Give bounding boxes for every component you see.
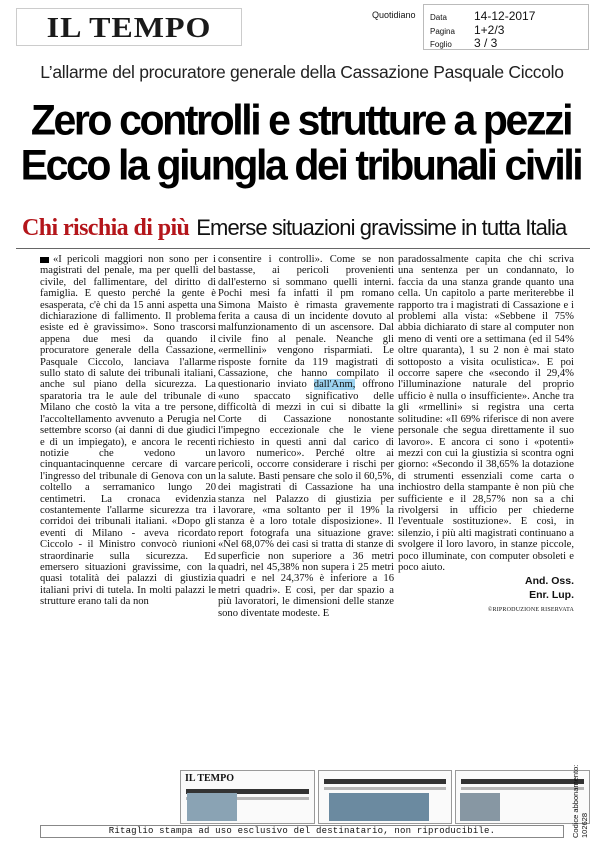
thumbnail-photo — [329, 793, 429, 821]
separator — [16, 248, 590, 249]
thumbnail-line — [461, 787, 584, 790]
sheet-value: 3 / 3 — [474, 36, 498, 50]
subheadline-red: Chi rischia di più — [22, 215, 190, 241]
thumbnail-photo — [460, 793, 500, 821]
thumbnail-photo — [187, 793, 237, 821]
article-kicker: L’allarme del procuratore generale della Cassazione Pasquale Ciccolo — [40, 62, 564, 82]
date-row — [430, 9, 585, 23]
thumbnail-page-1 — [180, 770, 315, 824]
page-label: Pagina — [430, 27, 455, 36]
date-value: 14-12-2017 — [474, 9, 536, 23]
highlighted-text: dall'Anm, — [313, 379, 356, 391]
sheet-row — [430, 36, 585, 50]
subscription-code: Codice abbonamento: 102628 — [571, 764, 589, 838]
page-value: 1+2/3 — [474, 23, 505, 37]
page-thumbnails — [180, 770, 590, 824]
article-column-1 — [40, 254, 216, 608]
author-signature-1: And. Oss. — [524, 575, 574, 588]
logo-text: IL TEMPO — [46, 10, 212, 43]
source-label: Quotidiano — [372, 10, 416, 20]
thumbnail-line — [324, 787, 447, 790]
thumbnail-logo: IL TEMPO — [185, 773, 234, 784]
subheadline-rest: Emerse situazioni gravissime in tutta Italia — [196, 215, 567, 240]
thumbnail-page-3 — [455, 770, 590, 824]
article-column-2 — [218, 254, 394, 619]
thumbnail-page-2 — [318, 770, 453, 824]
paragraph-marker-icon — [40, 257, 49, 263]
sheet-label: Foglio — [430, 40, 452, 49]
thumbnail-line — [461, 779, 584, 784]
column-2-text-before: consentire i controlli». Come se non bastasse, ai pericoli provenienti dall'esterno si sommano quelli interni. Pochi mesi fa infatti il pm romano Simona Maisto è rimasta gravemente ferita a causa di un incidente dovuto al malfunzionamento di un ascensore. Dal civile fino al penale. Neanche gli «ermellini» vengono risparmiati. Le risposte fornite da 119 magistrati di Cassazione, che hanno compilato il questionario inviato — [218, 254, 394, 391]
page-row — [430, 23, 585, 37]
column-2-text-after: offrono «uno spaccato significativo delle difficoltà di mezzi in cui si dibatte la Corte di Cassazione nonostante l'impegno eccezionale che le viene richiesto in questi anni dal carico di lavoro numerico». Perché oltre ai pericoli, occorre considerare i rischi per la salute. Basti pensare che solo il 60,5%, dei magistrati di Cassazione ha una stanza nel Palazzo di giustizia per lavorare, «ma soltanto per il 19% la stanza è a loro totale disposizione». Il report fotografa una situazione grave: «Nel 68,07% dei casi si tratta di stanze di superficie non superiore a 36 metri quadri, nel 45,38% non supera i 25 metri quadri e nel 24,37% è inferiore a 16 metri quadri». E così, per dar spazio a più lavoratori, le dimensioni delle stanze sono diventate modeste. E — [218, 379, 394, 619]
date-label: Data — [430, 13, 447, 22]
column-1-text: «I pericoli maggiori non sono per i magistrati del penale, ma per quelli del civile, del fallimentare, del diritto di famiglia. E questo perché la gente è esasperata, c'è chi da 15 anni aspetta una dichiarazione di fallimento. Il problema esiste ed è gravissimo». Sono trascorsi appena due mesi da quando il procuratore generale della Cassazione, Pasquale Ciccolo, lanciava l'allarme sullo stato di salute dei tribunali italiani, anche sul piano della sicurezza. La sparatoria tra le aule del tribunale di Milano che costò la vita a tre persone, l'accoltellamento avvenuto a Perugia nel settembre scorso (ai danni di due giudici e di un impiegato), e ancora le recenti notizie che vedono un cinquantacinquenne cercare di varcare l'ingresso del tribunale di Genova con un coltello a serramanico lungo 20 centimetri. La cronaca evidenzia costantemente l'allarme sicurezza tra i corridoi dei tribunali italiani. «Dopo gli eventi di Milano - aveva ricordato Ciccolo - il Ministro convocò riunioni straordinarie sulla sicurezza. Ed emersero situazioni gravissime, con la quasi totalità dei palazzi di giustizia italiani privi di tutela. In molti palazzi le strutture erano tali da non — [40, 254, 216, 608]
thumbnail-line — [324, 779, 447, 784]
footer-notice: Ritaglio stampa ad uso esclusivo del destinatario, non riproducibile. — [40, 825, 564, 838]
article-column-3 — [398, 254, 574, 617]
newspaper-logo — [16, 8, 242, 46]
author-signature-2: Enr. Lup. — [529, 589, 574, 602]
subheadline — [22, 215, 582, 242]
headline-line-2: Ecco la giungla dei tribunali civili — [20, 140, 582, 190]
metadata-box — [423, 4, 589, 50]
column-3-text: paradossalmente capita che chi scriva una sentenza per un condannato, lo faccia da una stanza grande quanto una cella. Un capitolo a parte meriterebbe il rapporto tra i magistrati di Cassazione e i problemi alla vista: «Sebbene il 75% abbia dichiarato di stare al computer non meno di venti ore a settimana (ed il 54% oltre quaranta), 1 su 2 non è mai stato sottoposto a visita oculistica». E poi occorre sapere che «secondo il 29,4% l'illuminazione naturale del proprio ufficio è nulla o insufficiente». Anche tra gli «rmellini» si registra una certa solitudine: «Il 69% riferisce di non avere personale che segua direttamente il suo lavoro». E ancora ci sono i «potenti» mezzi con cui la giustizia si scontra ogni giorno: «Secondo il 38,65% la dotazione di strumenti essenziali come carta o inchiostro della stampante è non più che sufficiente e il 28,57% non sa a chi rivolgersi in ufficio per chiederne l'eventuale sostituzione». E così, in silenzio, i più alti magistrati continuano a svolgere il loro lavoro, in stanze piccole, poco illuminate, con computer obsoleti e poco aiuto. — [398, 254, 574, 573]
headline-line-1: Zero controlli e strutture a pezzi — [30, 95, 572, 145]
reproduction-notice: ©RIPRODUZIONE RISERVATA — [487, 607, 574, 614]
